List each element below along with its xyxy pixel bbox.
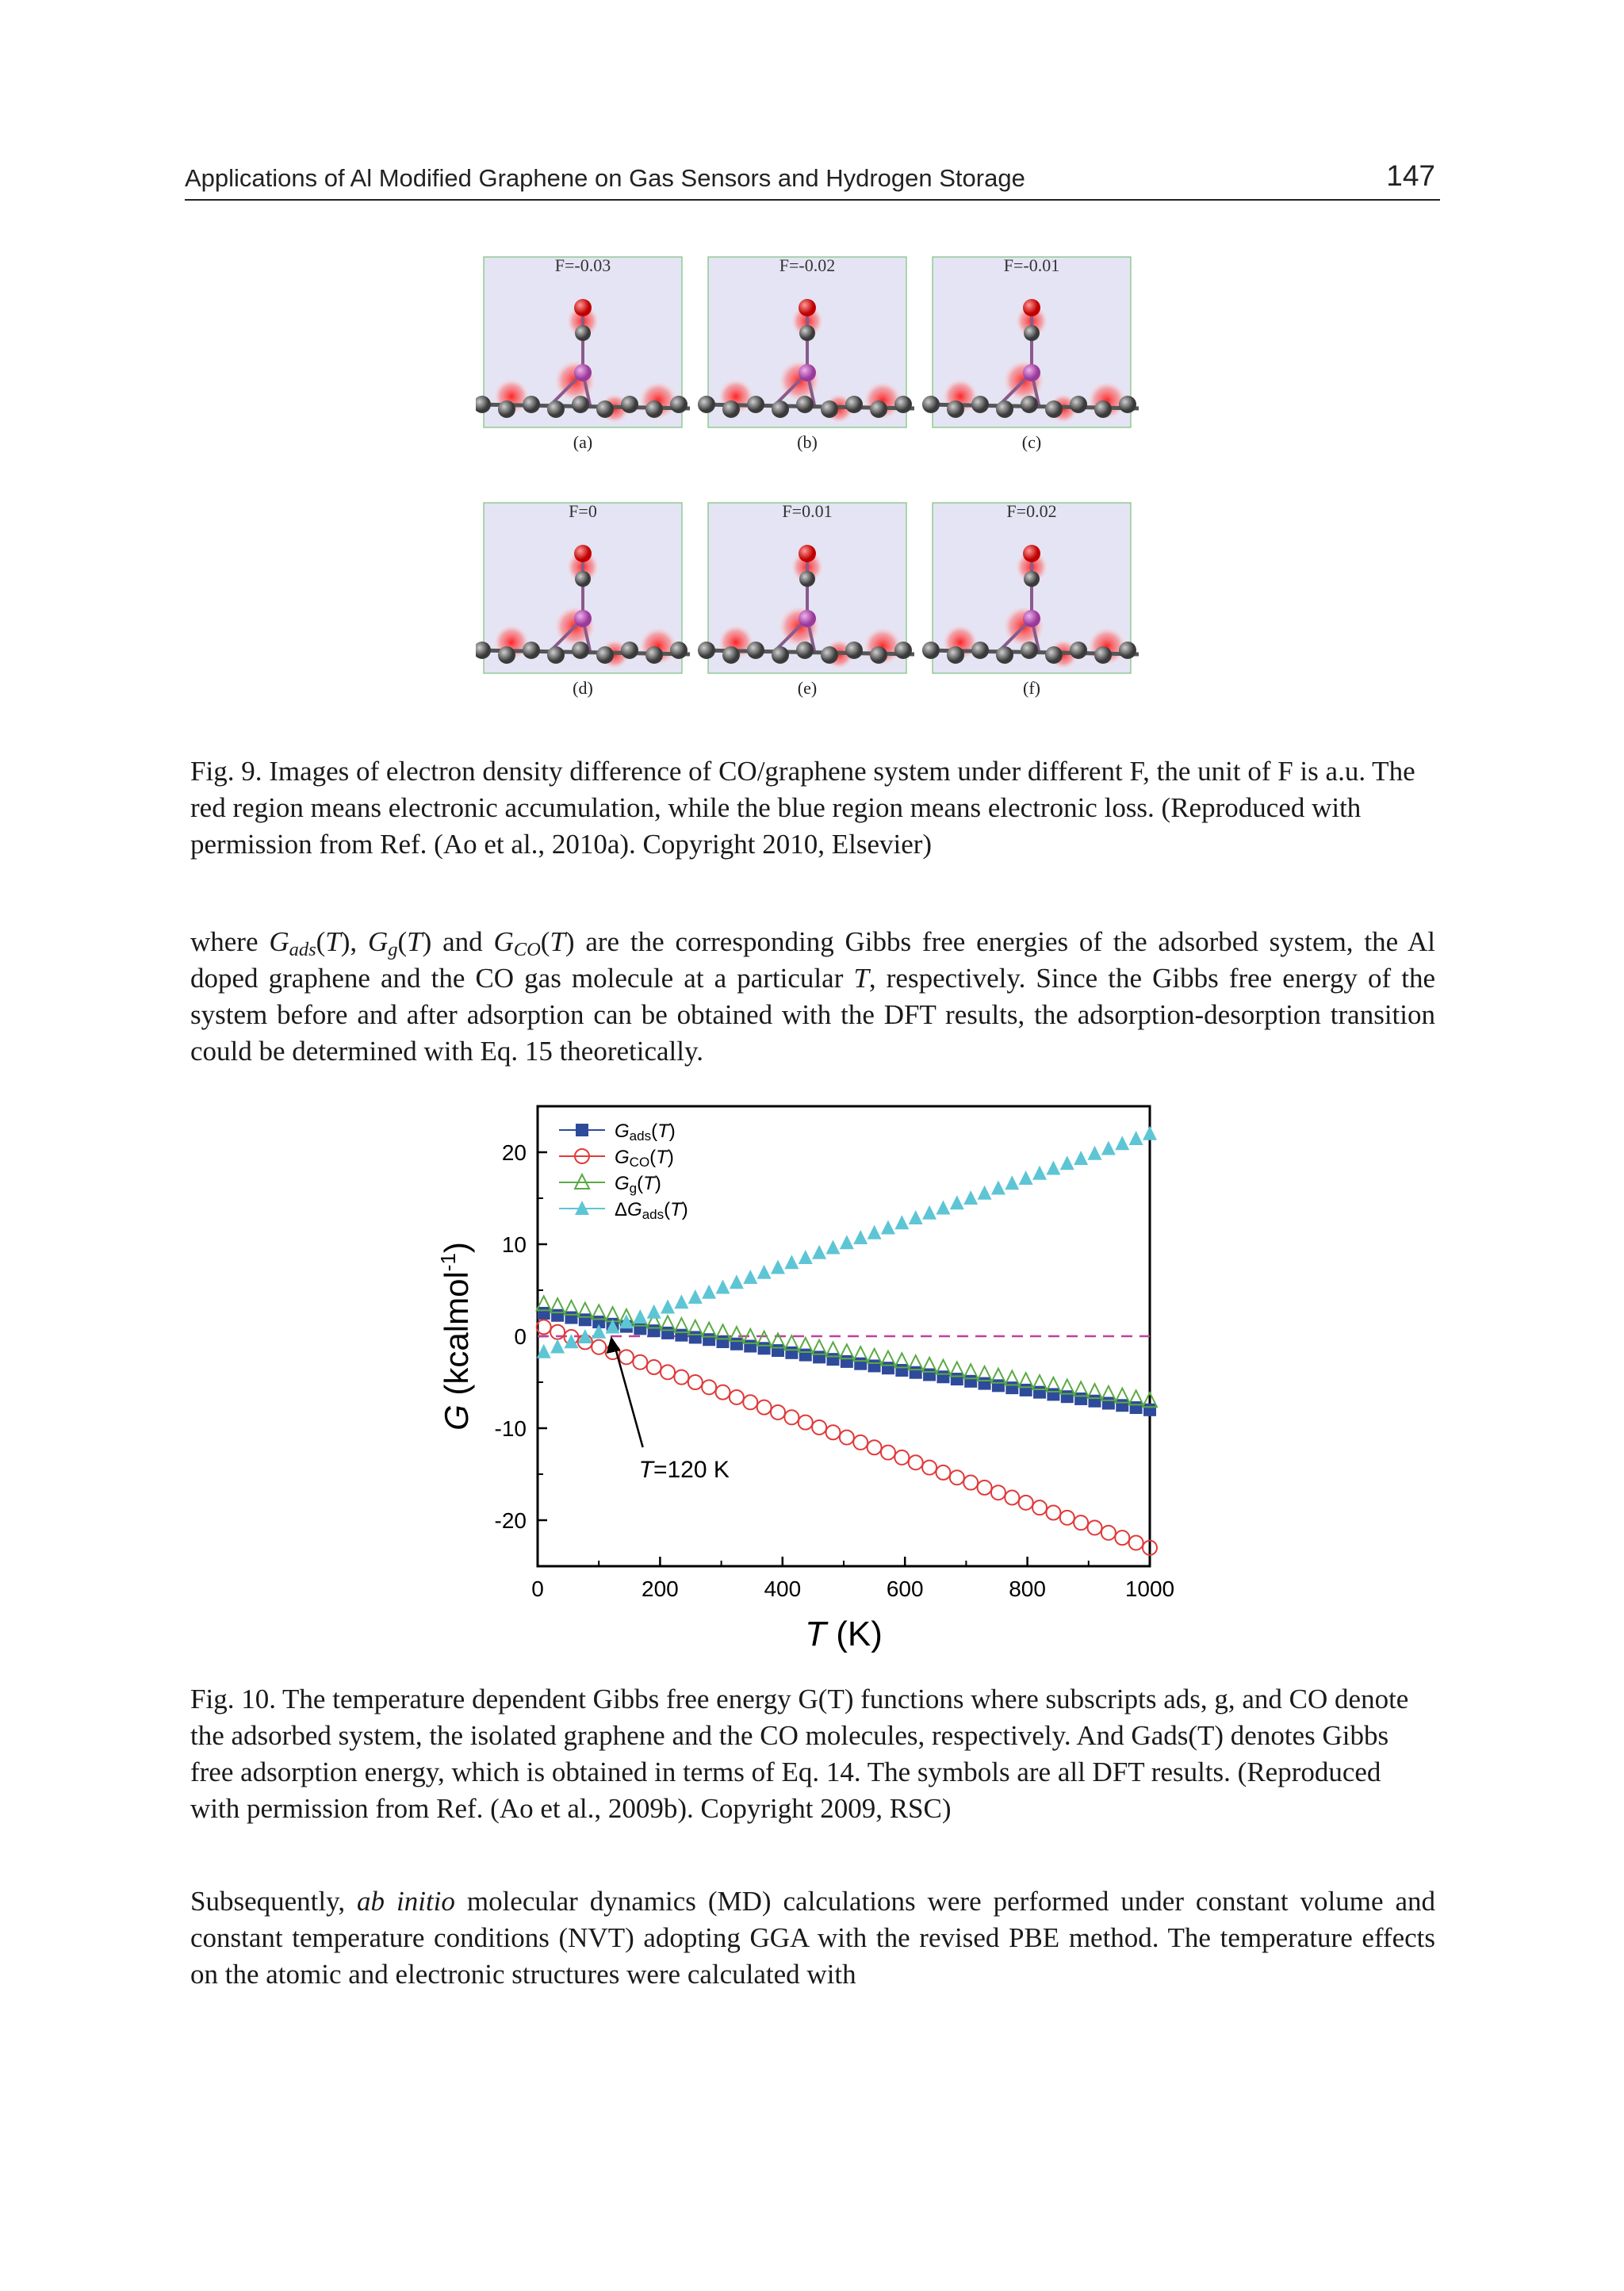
x-tick-label: 0	[531, 1576, 544, 1601]
y-tick-label: 0	[514, 1324, 527, 1349]
marker-square	[579, 1313, 592, 1326]
marker-triangle-filled	[936, 1201, 950, 1215]
marker-circle	[1005, 1491, 1019, 1505]
carbon-atom	[523, 642, 540, 659]
figure-10	[420, 1094, 1213, 1673]
marker-square	[717, 1335, 730, 1348]
panel-label: (e)	[797, 678, 818, 698]
figure-9-panels	[476, 246, 1139, 730]
paragraph-gibbs: where $G_{ads}(T)$, $G_g(T)$ and $G_{CO}(T)$ are the corresponding Gibbs free energies of the adsorbed system, the Al doped graphene and the CO gas molecule at a particular T, respectively. Since the Gibbs free energy of the system before and after adsorption can be obtained with the DFT results, the adsorption-desorption transition could be determined with Eq. 15 theoretically.	[190, 926, 1435, 1067]
marker-circle	[757, 1400, 772, 1415]
al-atom	[1023, 610, 1040, 627]
panel-field-label: F=0	[569, 501, 597, 521]
marker-square	[923, 1369, 936, 1381]
carbon-atom	[670, 396, 688, 413]
y-axis-label: G (kcalmol$^{-1}$)	[436, 1242, 475, 1431]
carbon-atom	[621, 642, 638, 659]
panel-label: (c)	[1021, 432, 1042, 452]
marker-triangle-filled	[1060, 1155, 1074, 1170]
marker-triangle-filled	[688, 1289, 703, 1304]
marker-circle	[825, 1425, 840, 1439]
carbon-atom	[1045, 646, 1063, 664]
carbon-atom	[821, 400, 838, 418]
marker-triangle-filled	[978, 1186, 992, 1200]
marker-circle	[881, 1446, 895, 1460]
al-atom	[799, 610, 816, 627]
legend-label: GCO(T)	[615, 1147, 674, 1170]
marker-triangle-filled	[1032, 1166, 1047, 1180]
carbon-atom	[796, 642, 814, 659]
marker-square	[576, 1124, 588, 1136]
marker-square	[538, 1307, 550, 1320]
marker-square	[895, 1364, 908, 1377]
marker-square	[868, 1359, 881, 1372]
carbon-atom	[922, 396, 940, 413]
figure-9-panel	[698, 255, 914, 452]
marker-triangle-filled	[757, 1265, 772, 1279]
marker-triangle-filled	[1019, 1170, 1033, 1185]
al-atom	[1023, 364, 1040, 381]
marker-square	[689, 1331, 702, 1343]
x-axis-label: T (K)	[805, 1615, 883, 1653]
carbon-atom	[1119, 396, 1136, 413]
carbon-atom	[947, 646, 964, 664]
marker-square	[841, 1355, 853, 1368]
marker-square	[910, 1366, 922, 1379]
al-atom	[574, 364, 592, 381]
marker-square	[744, 1340, 756, 1353]
carbon-atom	[747, 396, 764, 413]
marker-circle	[771, 1405, 785, 1419]
c-atom	[575, 325, 591, 341]
marker-triangle-filled	[825, 1240, 840, 1255]
carbon-atom	[596, 400, 614, 418]
marker-circle	[799, 1416, 813, 1430]
c-atom	[575, 571, 591, 587]
marker-circle	[1074, 1515, 1088, 1530]
marker-triangle-filled	[1143, 1126, 1157, 1140]
carbon-atom	[971, 396, 989, 413]
marker-square	[565, 1312, 577, 1324]
carbon-atom	[547, 646, 565, 664]
carbon-atom	[1070, 396, 1087, 413]
legend-label: Gg(T)	[615, 1173, 661, 1196]
marker-square	[936, 1370, 949, 1383]
marker-square	[813, 1350, 825, 1363]
marker-square	[1047, 1388, 1059, 1400]
marker-square	[703, 1333, 715, 1346]
marker-square	[979, 1377, 991, 1390]
marker-circle	[1060, 1511, 1074, 1525]
marker-circle	[743, 1395, 757, 1409]
marker-circle	[674, 1370, 688, 1385]
carbon-atom	[870, 646, 887, 664]
x-tick-label: 800	[1009, 1576, 1046, 1601]
x-tick-label: 400	[764, 1576, 802, 1601]
marker-circle	[950, 1470, 964, 1485]
marker-square	[1074, 1393, 1087, 1405]
x-tick-label: 600	[886, 1576, 924, 1601]
marker-square	[1020, 1384, 1032, 1396]
panel-field-label: F=0.02	[1006, 501, 1057, 521]
carbon-atom	[894, 396, 912, 413]
panel-label: (d)	[573, 678, 593, 698]
carbon-atom	[772, 646, 789, 664]
carbon-atom	[1094, 646, 1112, 664]
marker-triangle-filled	[784, 1255, 799, 1269]
marker-circle	[1101, 1526, 1116, 1540]
y-tick-label: 10	[501, 1232, 527, 1257]
carbon-atom	[698, 642, 715, 659]
marker-square	[951, 1373, 963, 1385]
marker-square	[1033, 1386, 1046, 1399]
marker-square	[648, 1324, 661, 1337]
marker-triangle-filled	[963, 1190, 978, 1205]
marker-triangle-filled	[991, 1181, 1005, 1195]
marker-square	[758, 1342, 771, 1354]
y-tick-label: -10	[494, 1416, 527, 1441]
marker-circle	[853, 1435, 868, 1450]
marker-square	[992, 1379, 1005, 1392]
marker-triangle-filled	[1115, 1136, 1129, 1150]
marker-circle	[716, 1385, 730, 1400]
marker-circle	[868, 1440, 882, 1454]
o-atom	[574, 299, 592, 316]
carbon-atom	[971, 642, 989, 659]
legend-label: Gads(T)	[615, 1121, 676, 1144]
figure-9-panel	[698, 501, 914, 698]
figure-10-chart	[420, 1094, 1213, 1673]
marker-triangle-filled	[894, 1215, 909, 1229]
carbon-atom	[698, 396, 715, 413]
marker-triangle-filled	[909, 1210, 923, 1224]
carbon-atom	[821, 646, 838, 664]
legend-label: ΔGads(T)	[615, 1199, 688, 1222]
annotation-arrow-line	[615, 1344, 643, 1447]
carbon-atom	[1021, 642, 1038, 659]
marker-triangle-filled	[950, 1195, 964, 1209]
marker-triangle-filled	[674, 1294, 688, 1308]
page-number: 147	[1386, 159, 1435, 192]
carbon-atom	[621, 396, 638, 413]
figure-9-panel	[476, 255, 690, 452]
marker-square	[785, 1347, 798, 1359]
marker-triangle-filled	[922, 1205, 936, 1220]
marker-circle	[1046, 1506, 1060, 1520]
marker-square	[634, 1322, 646, 1335]
marker-triangle-filled	[633, 1309, 647, 1324]
marker-circle	[1088, 1520, 1102, 1534]
marker-triangle-filled	[1046, 1161, 1060, 1175]
carbon-atom	[772, 400, 789, 418]
carbon-atom	[796, 396, 814, 413]
panel-field-label: F=-0.01	[1003, 255, 1060, 275]
o-atom	[574, 545, 592, 562]
marker-circle	[647, 1360, 661, 1374]
marker-triangle-filled	[868, 1225, 882, 1239]
marker-square	[772, 1344, 784, 1357]
carbon-atom	[1045, 400, 1063, 418]
annotation-label: T=120 K	[638, 1457, 730, 1483]
marker-square	[1102, 1396, 1115, 1409]
marker-square	[1089, 1395, 1101, 1408]
carbon-atom	[922, 642, 940, 659]
carbon-atom	[523, 396, 540, 413]
legend	[559, 1121, 688, 1222]
marker-triangle-filled	[743, 1270, 757, 1284]
carbon-atom	[670, 642, 688, 659]
marker-square	[1116, 1399, 1128, 1412]
carbon-atom	[845, 642, 863, 659]
carbon-atom	[1094, 400, 1112, 418]
marker-circle	[730, 1390, 744, 1404]
figure-9	[476, 246, 1139, 730]
carbon-atom	[722, 400, 740, 418]
marker-triangle-filled	[812, 1245, 826, 1259]
c-atom	[799, 325, 815, 341]
running-header	[185, 159, 1440, 201]
marker-square	[826, 1353, 839, 1366]
marker-circle	[1115, 1531, 1129, 1545]
c-atom	[1024, 571, 1040, 587]
carbon-atom	[498, 646, 515, 664]
marker-square	[1061, 1390, 1074, 1403]
marker-square	[675, 1329, 688, 1342]
panel-label: (a)	[573, 432, 593, 452]
y-tick-label: 20	[501, 1140, 527, 1165]
marker-triangle-filled	[799, 1250, 813, 1264]
marker-triangle-filled	[840, 1235, 854, 1249]
marker-square	[854, 1358, 867, 1370]
marker-triangle-filled	[730, 1274, 744, 1289]
marker-circle	[1019, 1496, 1033, 1510]
panel-label: (b)	[797, 432, 818, 452]
marker-triangle-filled	[1129, 1131, 1143, 1145]
carbon-atom	[722, 646, 740, 664]
marker-circle	[702, 1380, 716, 1394]
marker-triangle-filled	[716, 1279, 730, 1293]
panel-label: (f)	[1023, 678, 1040, 698]
carbon-atom	[547, 400, 565, 418]
marker-square	[1130, 1401, 1143, 1414]
marker-circle	[1032, 1500, 1047, 1515]
marker-triangle-filled	[1088, 1146, 1102, 1160]
marker-triangle-filled	[1074, 1151, 1088, 1165]
marker-square	[730, 1338, 743, 1350]
marker-triangle-filled	[702, 1285, 716, 1299]
marker-circle	[1129, 1535, 1143, 1550]
panel-field-label: F=-0.02	[779, 255, 836, 275]
marker-square	[1005, 1381, 1018, 1394]
marker-triangle-filled	[1005, 1175, 1019, 1190]
marker-circle	[936, 1465, 950, 1480]
paragraph-md: Subsequently, ab initio molecular dynamics (MD) calculations were performed under constant volume and constant temperature conditions (NVT) adopting GGA with the revised PBE method. The temperature effects on the atomic and electronic structures were calculated with	[190, 1886, 1435, 1990]
marker-triangle-filled	[771, 1260, 785, 1274]
marker-circle	[840, 1431, 854, 1445]
marker-triangle-filled	[550, 1339, 565, 1353]
carbon-atom	[747, 642, 764, 659]
marker-circle	[894, 1450, 909, 1465]
carbon-atom	[894, 642, 912, 659]
marker-circle	[619, 1350, 634, 1364]
carbon-atom	[947, 400, 964, 418]
carbon-atom	[596, 646, 614, 664]
figure-9-caption: Fig. 9. Images of electron density difference of CO/graphene system under different F, the unit of F is a.u. The red region means electronic accumulation, while the blue region means electronic loss. (Reproduced with permission from Ref. (Ao et al., 2010a). Copyright 2010, Elsevier)	[190, 756, 1415, 860]
panel-field-label: F=0.01	[782, 501, 833, 521]
x-tick-label: 1000	[1124, 1576, 1175, 1601]
marker-triangle-filled	[881, 1220, 895, 1235]
y-tick-label: -20	[494, 1508, 527, 1533]
c-atom	[799, 571, 815, 587]
carbon-atom	[645, 400, 663, 418]
marker-circle	[991, 1485, 1005, 1500]
c-atom	[1024, 325, 1040, 341]
marker-square	[1143, 1404, 1156, 1416]
al-atom	[574, 610, 592, 627]
figure-9-panel	[922, 255, 1139, 452]
marker-triangle-filled	[1101, 1141, 1116, 1155]
carbon-atom	[845, 396, 863, 413]
carbon-atom	[1119, 642, 1136, 659]
marker-circle	[592, 1340, 606, 1354]
marker-square	[882, 1362, 894, 1374]
series-gcot	[537, 1320, 1157, 1554]
carbon-atom	[498, 400, 515, 418]
marker-square	[661, 1327, 674, 1339]
marker-triangle-filled	[853, 1230, 868, 1244]
marker-triangle-filled	[647, 1304, 661, 1319]
marker-circle	[909, 1455, 923, 1469]
figure-9-panel	[476, 501, 690, 698]
carbon-atom	[1021, 396, 1038, 413]
marker-circle	[978, 1481, 992, 1495]
carbon-atom	[1070, 642, 1087, 659]
figure-10-caption: Fig. 10. The temperature dependent Gibbs free energy G(T) functions where subscripts ads, g, and CO denote the adsorbed system, the isolated graphene and the CO molecules, respectively. And Gads(T) denotes Gibbs free adsorption energy, which is obtained in terms of Eq. 14. The symbols are all DFT results. (Reproduced with permission from Ref. (Ao et al., 2009b). Copyright 2009, RSC)	[190, 1684, 1409, 1824]
al-atom	[799, 364, 816, 381]
marker-circle	[784, 1410, 799, 1424]
marker-square	[799, 1349, 812, 1362]
marker-triangle-filled	[661, 1299, 675, 1313]
carbon-atom	[572, 396, 589, 413]
marker-square	[964, 1375, 977, 1388]
carbon-atom	[870, 400, 887, 418]
running-title: Applications of Al Modified Graphene on Gas Sensors and Hydrogen Storage	[185, 164, 1025, 192]
marker-circle	[963, 1476, 978, 1490]
panel-field-label: F=-0.03	[554, 255, 611, 275]
marker-square	[551, 1309, 564, 1322]
carbon-atom	[996, 646, 1013, 664]
o-atom	[1023, 299, 1040, 316]
marker-circle	[922, 1461, 936, 1475]
x-tick-label: 200	[642, 1576, 679, 1601]
marker-circle	[812, 1420, 826, 1435]
o-atom	[799, 299, 816, 316]
carbon-atom	[645, 646, 663, 664]
figure-9-panel	[922, 501, 1139, 698]
annotation-arrow-head	[607, 1336, 621, 1354]
marker-circle	[688, 1375, 703, 1389]
marker-circle	[633, 1355, 647, 1370]
o-atom	[1023, 545, 1040, 562]
carbon-atom	[996, 400, 1013, 418]
carbon-atom	[572, 642, 589, 659]
o-atom	[799, 545, 816, 562]
marker-circle	[661, 1365, 675, 1379]
